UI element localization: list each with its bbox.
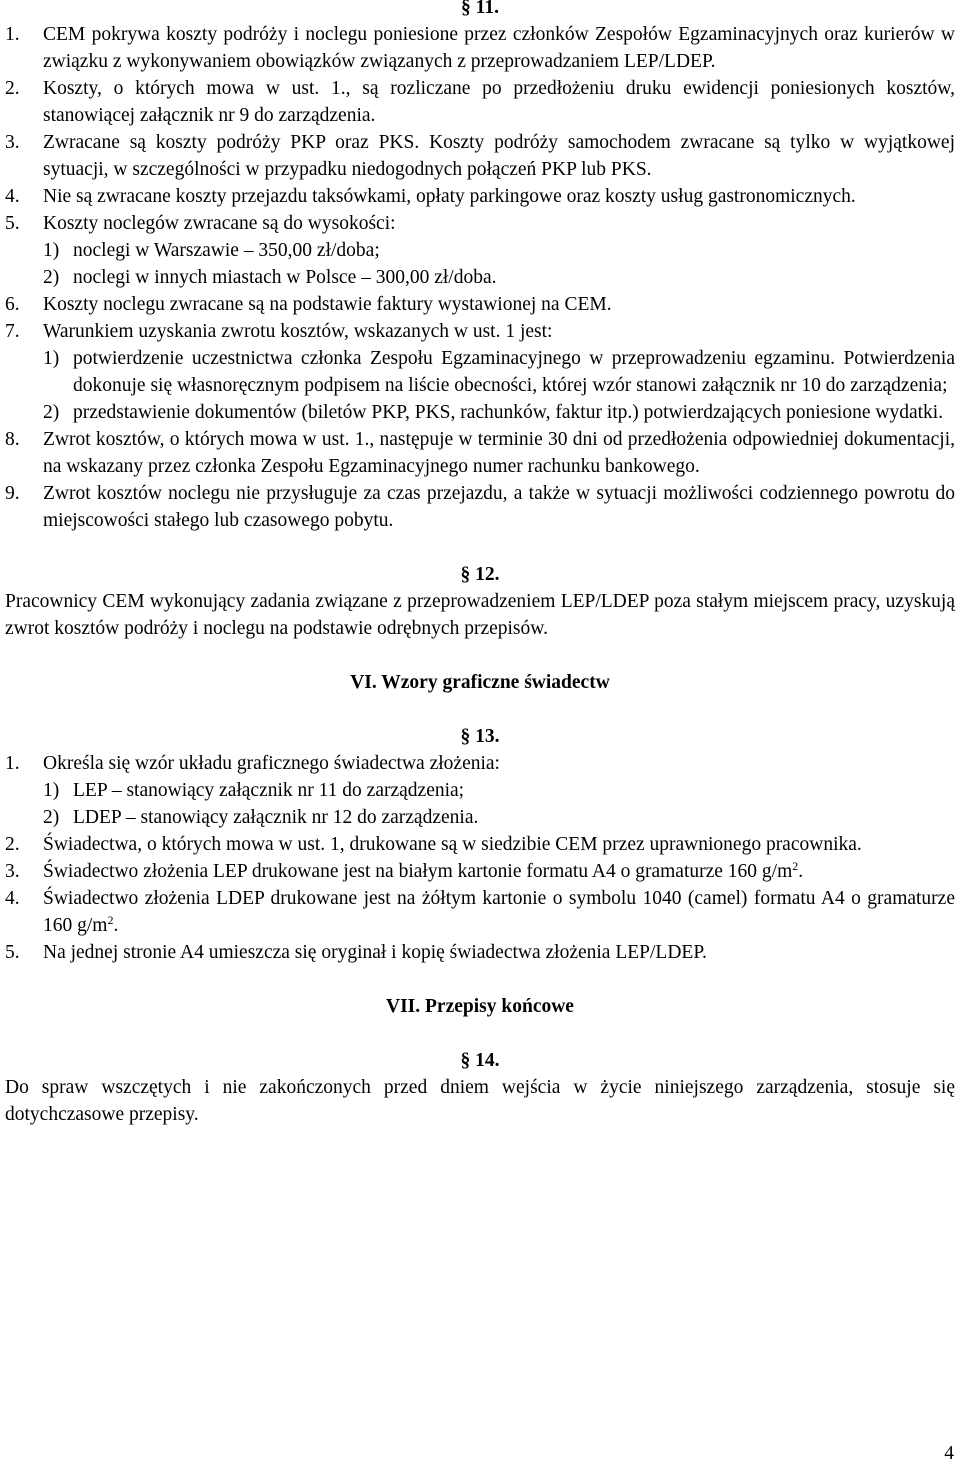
section-heading-12: § 12. — [460, 564, 500, 585]
list-item — [5, 858, 955, 885]
list-item — [5, 831, 955, 858]
item-text: Zwrot kosztów, o których mowa w ust. 1., następuje w terminie 30 dni od przedłożenia odpowiedniej dokumentacji, na wskazany przez członka Zespołu Egzaminacyjnego numer rachunku bankowego. — [43, 429, 955, 477]
sub-item-text: przedstawienie dokumentów (biletów PKP, PKS, rachunków, faktur itp.) potwierdzających poniesione wydatki. — [73, 402, 944, 423]
item-text: Na jednej stronie A4 umieszcza się oryginał i kopię świadectwa złożenia LEP/LDEP. — [43, 942, 707, 963]
sub-item-text: noclegi w Warszawie – 350,00 zł/doba; — [73, 240, 380, 261]
sub-item — [43, 804, 955, 831]
sub-item-number: 1) — [43, 240, 60, 261]
list-item — [5, 210, 955, 291]
list-item — [5, 318, 955, 426]
document-page — [5, 0, 955, 1128]
chapter-heading: VII. Przepisy końcowe — [386, 996, 574, 1017]
item-text: Zwrot kosztów noclegu nie przysługuje za czas przejazdu, a także w sytuacji możliwości codziennego powrotu do miejscowości stałego lub czasowego pobytu. — [43, 483, 955, 531]
section-heading-11: § 11. — [461, 0, 499, 18]
list-item — [5, 750, 955, 831]
sub-item — [43, 264, 955, 291]
section-paragraph: Do spraw wszczętych i nie zakończonych przed dniem wejścia w życie niniejszego zarządzenia, stosuje się dotychczasowe przepisy. — [5, 1077, 955, 1125]
item-number: 9. — [5, 483, 20, 504]
sub-item-number: 1) — [43, 780, 60, 801]
section-paragraph: Pracownicy CEM wykonujący zadania związane z przeprowadzeniem LEP/LDEP poza stałym miejscem pracy, uzyskują zwrot kosztów podróży i noclegu na podstawie odrębnych przepisów. — [5, 591, 955, 639]
sub-item-number: 2) — [43, 267, 60, 288]
list-item — [5, 129, 955, 183]
sub-item — [43, 345, 955, 399]
sub-item-text: potwierdzenie uczestnictwa członka Zespołu Egzaminacyjnego w przeprowadzeniu egzaminu. Potwierdzenia dokonuje się własnoręcznym podpisem na liście obecności, której wzór stanowi załącznik nr 10 do zarządzenia; — [73, 348, 955, 396]
sub-item-number: 2) — [43, 807, 60, 828]
page-number: 4 — [944, 1443, 954, 1464]
sub-item — [43, 237, 955, 264]
list-item — [5, 480, 955, 534]
item-text: Określa się wzór układu graficznego świadectwa złożenia: — [43, 753, 500, 774]
sub-item — [43, 399, 955, 426]
list-item — [5, 183, 955, 210]
sub-item-number: 2) — [43, 402, 60, 423]
item-text: Koszty noclegów zwracane są do wysokości: — [43, 213, 396, 234]
list-item — [5, 21, 955, 75]
item-text: Koszty, o których mowa w ust. 1., są rozliczane po przedłożeniu druku ewidencji poniesionych kosztów, stanowiącej załącznik nr 9 do zarządzenia. — [43, 78, 955, 126]
list-item — [5, 939, 955, 966]
item-number: 1. — [5, 753, 20, 774]
item-number: 2. — [5, 78, 20, 99]
item-text: Nie są zwracane koszty przejazdu taksówkami, opłaty parkingowe oraz koszty usług gastronomicznych. — [43, 186, 856, 207]
item-number: 1. — [5, 24, 20, 45]
item-number: 2. — [5, 834, 20, 855]
section-heading-14: § 14. — [460, 1050, 500, 1071]
list-item — [5, 291, 955, 318]
item-number: 4. — [5, 186, 20, 207]
item-text: Zwracane są koszty podróży PKP oraz PKS. Koszty podróży samochodem zwracane są tylko w wyjątkowej sytuacji, w szczególności w przypadku niedogodnych połączeń PKP lub PKS. — [43, 132, 955, 180]
item-number: 5. — [5, 942, 20, 963]
item-text: Świadectwa, o których mowa w ust. 1, drukowane są w siedzibie CEM przez uprawnionego pracownika. — [43, 834, 862, 855]
sub-item-text: LDEP – stanowiący załącznik nr 12 do zarządzenia. — [73, 807, 479, 828]
item-text: CEM pokrywa koszty podróży i noclegu poniesione przez członków Zespołów Egzaminacyjnych oraz kurierów w związku z wykonywaniem obowiązków związanych z przeprowadzaniem LEP/LDEP. — [43, 24, 955, 72]
item-number: 7. — [5, 321, 20, 342]
item-number: 4. — [5, 888, 20, 909]
sub-item-text: noclegi w innych miastach w Polsce – 300,00 zł/doba. — [73, 267, 497, 288]
list-item — [5, 885, 955, 939]
list-item — [5, 426, 955, 480]
item-text: Świadectwo złożenia LDEP drukowane jest na żółtym kartonie o symbolu 1040 (camel) formatu A4 o gramaturze 160 $g/m^2$. — [43, 888, 955, 936]
sub-item-text: LEP – stanowiący załącznik nr 11 do zarządzenia; — [73, 780, 465, 801]
item-number: 3. — [5, 861, 20, 882]
list-item — [5, 75, 955, 129]
item-number: 5. — [5, 213, 20, 234]
item-number: 3. — [5, 132, 20, 153]
sub-item-number: 1) — [43, 348, 60, 369]
item-text: Koszty noclegu zwracane są na podstawie faktury wystawionej na CEM. — [43, 294, 612, 315]
item-number: 8. — [5, 429, 20, 450]
section-heading-13: § 13. — [460, 726, 500, 747]
item-text: Świadectwo złożenia LEP drukowane jest na białym kartonie formatu A4 o gramaturze 160 $g/m^2$. — [43, 859, 804, 882]
chapter-heading: VI. Wzory graficzne świadectw — [350, 672, 610, 693]
sub-item — [43, 777, 955, 804]
item-number: 6. — [5, 294, 20, 315]
item-text: Warunkiem uzyskania zwrotu kosztów, wskazanych w ust. 1 jest: — [43, 321, 553, 342]
